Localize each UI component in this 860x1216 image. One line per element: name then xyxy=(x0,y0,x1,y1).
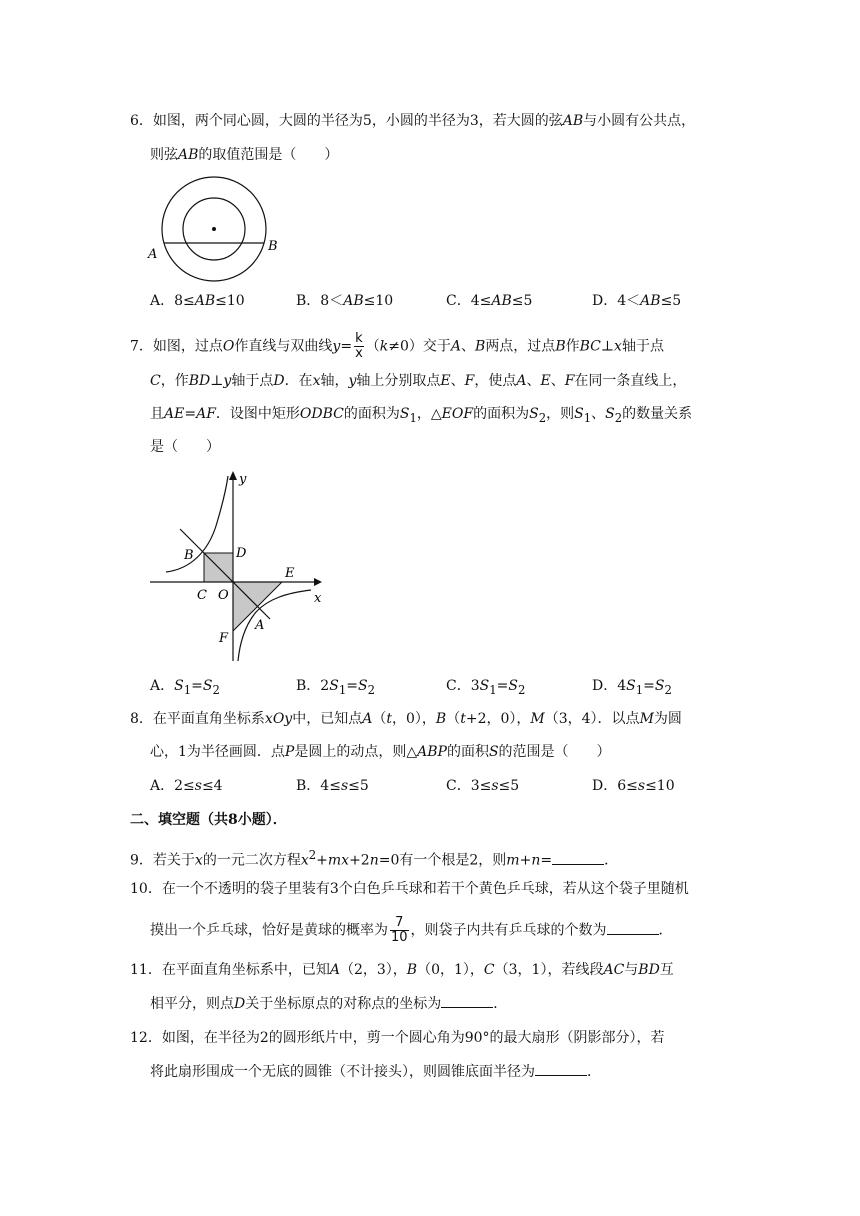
q7-label-o: O xyxy=(218,588,229,603)
q8-option-a[interactable]: A．2≤s≤4 xyxy=(150,778,223,794)
q12-line-1: 12．如图，在半径为2的圆形纸片中，剪一个圆心角为90°的最大扇形（阴影部分），若 xyxy=(130,1030,665,1046)
q7-label-f: F xyxy=(219,631,229,646)
q11-line-1: 11．在平面直角坐标系中，已知A（2，3），B（0，1），C（3，1），若线段AC与BD互 xyxy=(130,962,674,978)
q10-fraction-7-over-10: $\frac{7}{10}$ xyxy=(391,915,408,945)
q7-line-3: 且AE=AF．设图中矩形ODBC的面积为$S_1$，△EOF的面积为$S_2$，则$S_1$、$S_2$的数量关系 xyxy=(150,406,693,425)
q6-number: 6． xyxy=(130,113,153,129)
q7-hyperbola-figure xyxy=(146,466,336,666)
q7-label-x: x xyxy=(314,591,322,606)
q12-line-2: 将此扇形围成一个无底的圆锥（不计接头），则圆锥底面半径为 ． xyxy=(150,1061,601,1082)
section-2-title: 二、填空题（共8小题）． xyxy=(130,812,287,828)
q6-label-a: A xyxy=(148,247,158,262)
q7-fraction-k-over-x: $\frac{k}{x}$ xyxy=(355,331,363,361)
q7-line-1: 7．如图，过点O作直线与双曲线y= $\frac{k}{x}$ （k≠0）交于A、B两点，过点B作BC⊥x轴于点 xyxy=(130,331,664,361)
q6-option-c[interactable]: C．4≤AB≤5 xyxy=(446,293,533,309)
q6-line-2: 则弦AB的取值范围是（ ） xyxy=(150,147,339,163)
q8-option-d[interactable]: D．6≤s≤10 xyxy=(592,778,675,794)
q10-answer-blank[interactable] xyxy=(607,920,659,935)
q7-line-2: C，作BD⊥y轴于点D．在x轴，y轴上分别取点E、F，使点A、E、F在同一条直线上， xyxy=(150,373,687,389)
q7-label-e: E xyxy=(285,566,295,581)
q7-label-y: y xyxy=(239,472,247,487)
q7-label-d: D xyxy=(236,546,247,561)
q8-option-b[interactable]: B．4≤s≤5 xyxy=(296,778,369,794)
q11-answer-blank[interactable] xyxy=(441,993,493,1008)
q8-option-c[interactable]: C．3≤s≤5 xyxy=(446,778,520,794)
q7-option-c[interactable]: C．$3S_1=S_2$ xyxy=(446,678,526,697)
q12-answer-blank[interactable] xyxy=(535,1061,587,1076)
q6-option-a[interactable]: A．8≤AB≤10 xyxy=(150,293,245,309)
q7-option-a[interactable]: A．$S_1=S_2$ xyxy=(150,678,220,697)
q8-line-1: 8．在平面直角坐标系xOy中，已知点A（t，0），B（t+2，0），M（3，4）．以点M为圆 xyxy=(130,711,682,727)
q8-line-2: 心，1为半径画圆．点P是圆上的动点，则△ABP的面积S的范围是（ ） xyxy=(150,744,611,760)
q7-x-axis-arrow xyxy=(314,578,322,586)
q11-number: 11． xyxy=(130,962,162,978)
q7-option-b[interactable]: B．$2S_1=S_2$ xyxy=(296,678,375,697)
q7-y-axis-arrow xyxy=(229,471,237,480)
q7-number: 7． xyxy=(130,338,153,355)
q7-option-d[interactable]: D．$4S_1=S_2$ xyxy=(592,678,672,697)
q12-number: 12． xyxy=(130,1030,162,1046)
q11-line-2: 相平分，则点D关于坐标原点的对称点的坐标为 ． xyxy=(150,993,507,1014)
q7-label-b: B xyxy=(184,548,194,563)
q6-center-point xyxy=(212,227,216,231)
q7-label-c: C xyxy=(197,588,207,603)
q9-answer-blank[interactable] xyxy=(552,850,604,865)
q9-number: 9． xyxy=(130,852,153,869)
q7-label-a: A xyxy=(255,618,265,633)
q6-option-d[interactable]: D．4＜AB≤5 xyxy=(592,293,682,309)
q10-line-1: 10．在一个不透明的袋子里装有3个白色乒乓球和若干个黄色乒乓球，若从这个袋子里随机 xyxy=(130,881,689,897)
q6-concentric-circles-figure xyxy=(145,176,285,286)
q10-line-2: 摸出一个乒乓球，恰好是黄球的概率为 $\frac{7}{10}$ ，则袋子内共有乒乓球的个数为 ． xyxy=(150,915,673,945)
q10-number: 10． xyxy=(130,881,162,897)
q7-line-4: 是（ ） xyxy=(150,439,220,455)
q6-label-b: B xyxy=(268,239,278,254)
q7-line-ab xyxy=(180,529,270,619)
q8-number: 8． xyxy=(130,711,153,727)
q6-line-1: 6．如图，两个同心圆，大圆的半径为5，小圆的半径为3，若大圆的弦AB与小圆有公共点， xyxy=(130,113,696,129)
q6-option-b[interactable]: B．8＜AB≤10 xyxy=(296,293,394,309)
q9-line: 9．若关于x的一元二次方程$x^2+mx+2n=0$有一个根是2，则m+n= ． xyxy=(130,848,619,869)
